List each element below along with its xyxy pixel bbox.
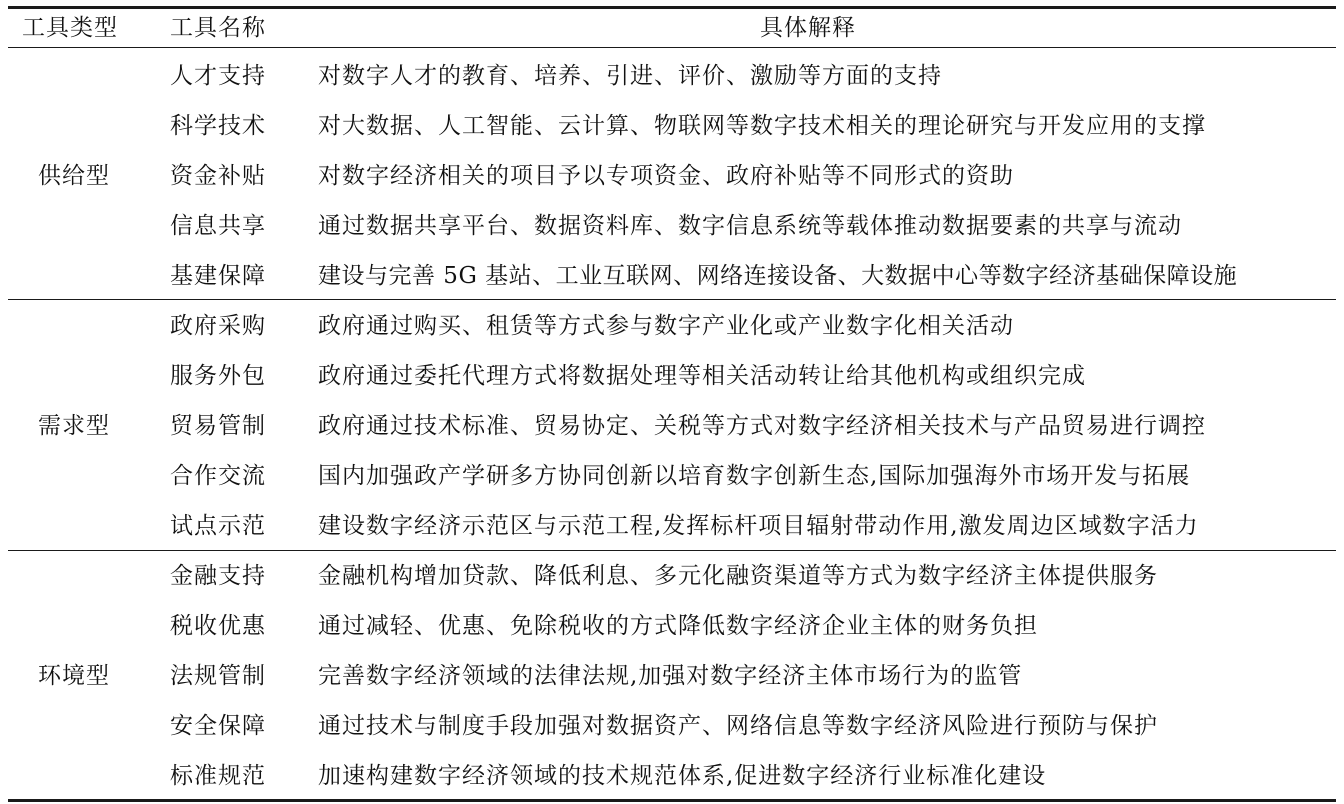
group-type-supply: 供给型 bbox=[38, 163, 110, 189]
tool-description: 国内加强政产学研多方协同创新以培育数字创新生态,国际加强海外市场开发与拓展 bbox=[318, 463, 1191, 489]
group-divider-rule bbox=[8, 550, 1336, 551]
tool-description: 对数字人才的教育、培养、引进、评价、激励等方面的支持 bbox=[318, 63, 942, 89]
tool-name: 政府采购 bbox=[170, 313, 266, 339]
tool-name: 基建保障 bbox=[170, 263, 266, 289]
tool-description: 对数字经济相关的项目予以专项资金、政府补贴等不同形式的资助 bbox=[318, 163, 1014, 189]
header-rule bbox=[8, 47, 1336, 48]
tool-description: 加速构建数字经济领域的技术规范体系,促进数字经济行业标准化建设 bbox=[318, 763, 1047, 789]
tool-description: 建设数字经济示范区与示范工程,发挥标杆项目辐射带动作用,激发周边区域数字活力 bbox=[318, 513, 1199, 539]
tool-description: 建设与完善 5G 基站、工业互联网、网络连接设备、大数据中心等数字经济基础保障设施 bbox=[318, 263, 1238, 289]
header-tool-type: 工具类型 bbox=[22, 15, 118, 41]
tool-name: 法规管制 bbox=[170, 663, 266, 689]
tool-name: 金融支持 bbox=[170, 563, 266, 589]
tool-name: 试点示范 bbox=[170, 513, 266, 539]
tool-name: 标准规范 bbox=[170, 763, 266, 789]
tool-name: 信息共享 bbox=[170, 213, 266, 239]
tool-name: 科学技术 bbox=[170, 113, 266, 139]
group-type-demand: 需求型 bbox=[38, 413, 110, 439]
tool-description: 金融机构增加贷款、降低利息、多元化融资渠道等方式为数字经济主体提供服务 bbox=[318, 563, 1158, 589]
tool-name: 安全保障 bbox=[170, 713, 266, 739]
tool-name: 人才支持 bbox=[170, 63, 266, 89]
header-description: 具体解释 bbox=[760, 15, 856, 41]
table-bottom-rule bbox=[8, 799, 1336, 802]
tool-description: 对大数据、人工智能、云计算、物联网等数字技术相关的理论研究与开发应用的支撑 bbox=[318, 113, 1206, 139]
tool-description: 政府通过技术标准、贸易协定、关税等方式对数字经济相关技术与产品贸易进行调控 bbox=[318, 413, 1206, 439]
tool-description: 政府通过委托代理方式将数据处理等相关活动转让给其他机构或组织完成 bbox=[318, 363, 1086, 389]
group-type-environment: 环境型 bbox=[38, 663, 110, 689]
tool-name: 贸易管制 bbox=[170, 413, 266, 439]
tool-name: 合作交流 bbox=[170, 463, 266, 489]
tool-description: 通过数据共享平台、数据资料库、数字信息系统等载体推动数据要素的共享与流动 bbox=[318, 213, 1182, 239]
tool-description: 完善数字经济领域的法律法规,加强对数字经济主体市场行为的监管 bbox=[318, 663, 1023, 689]
tool-description: 通过减轻、优惠、免除税收的方式降低数字经济企业主体的财务负担 bbox=[318, 613, 1038, 639]
table-top-rule bbox=[8, 6, 1336, 9]
tool-name: 服务外包 bbox=[170, 363, 266, 389]
tool-description: 通过技术与制度手段加强对数据资产、网络信息等数字经济风险进行预防与保护 bbox=[318, 713, 1158, 739]
header-tool-name: 工具名称 bbox=[170, 15, 266, 41]
tool-name: 资金补贴 bbox=[170, 163, 266, 189]
tool-name: 税收优惠 bbox=[170, 613, 266, 639]
group-divider-rule bbox=[8, 299, 1336, 300]
tool-description: 政府通过购买、租赁等方式参与数字产业化或产业数字化相关活动 bbox=[318, 313, 1014, 339]
